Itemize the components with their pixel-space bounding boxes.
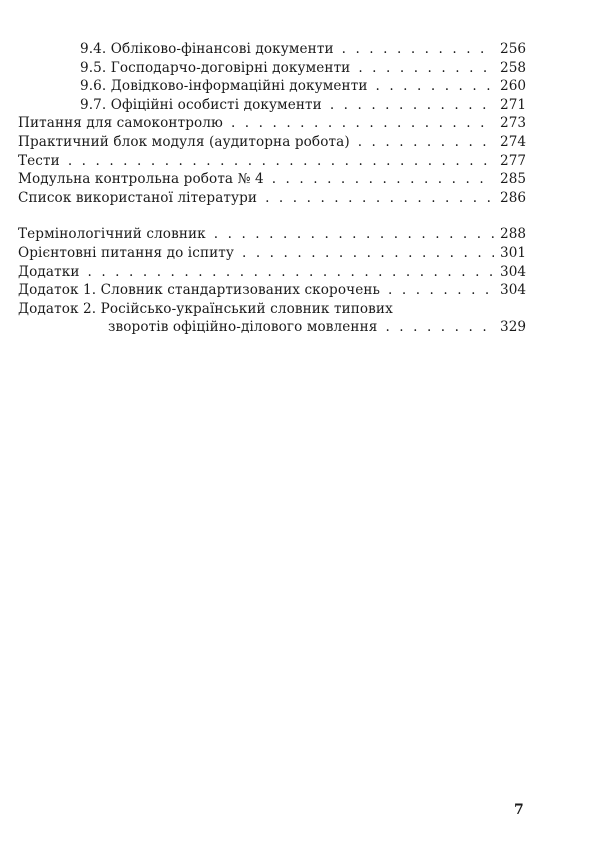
toc-entry [18,40,526,59]
dot-leader [214,225,494,244]
toc-entry [18,152,526,171]
toc-entry-title: Орієнтовні питання до іспиту [18,244,234,261]
toc-entry-page: 271 [500,96,526,113]
toc-entry-page: 277 [500,152,526,169]
dot-leader [358,133,494,152]
toc-entry-title: 9.6. Довідково-інформаційні документи [80,78,368,95]
toc-entry [18,59,526,78]
toc-entry-page: 288 [500,226,526,243]
toc-entry-continuation [18,318,526,337]
toc-entry [18,225,526,244]
toc-entry-title: Питання для самоконтролю [18,115,223,132]
toc-entry [18,170,526,189]
toc-entry-title: 9.7. Офіційні особисті документи [80,96,322,113]
toc-entry-title: Додатки [18,263,80,280]
toc-entry-title: зворотів офіційно-ділового мовлення [108,319,378,336]
toc-entry [18,263,526,282]
table-of-contents [18,40,526,337]
dot-leader [68,152,494,171]
toc-entry-title: Додаток 1. Словник стандартизованих скорочень [18,282,381,299]
toc-entry-title: Додаток 2. Російсько-український словник типових [18,300,393,317]
dot-leader [242,244,494,263]
toc-entry-page: 273 [500,115,526,132]
toc-entry-title: Практичний блок модуля (аудиторна робота) [18,133,350,150]
toc-entry [18,281,526,300]
toc-entry [18,133,526,152]
toc-entry [18,96,526,115]
toc-entry [18,244,526,263]
toc-entry [18,114,526,133]
toc-entry-page: 286 [500,189,526,206]
dot-leader [265,189,494,208]
toc-entry-page: 329 [500,319,526,336]
dot-leader [388,281,494,300]
dot-leader [231,114,494,133]
dot-leader [385,318,494,337]
toc-entry-page: 256 [500,41,526,57]
toc-entry-page: 274 [500,133,526,150]
dot-leader [272,170,494,189]
dot-leader [358,59,494,78]
dot-leader [330,96,494,115]
toc-entry-page: 285 [500,171,526,188]
toc-entry-title: Тести [18,152,60,169]
toc-entry-page: 258 [500,59,526,76]
toc-entry [18,77,526,96]
toc-entry-page: 304 [500,282,526,299]
toc-entry-title: Термінологічний словник [18,226,206,243]
toc-entry [18,300,526,319]
toc-entry-page: 301 [500,244,526,261]
toc-entry-title: Список використаної літератури [18,189,258,206]
toc-entry-page: 260 [500,78,526,95]
dot-leader [88,263,495,282]
page-number: 7 [514,802,524,818]
toc-entry-title: 9.4. Обліково-фінансові документи [80,41,334,57]
toc-entry-title: 9.5. Господарчо-договірні документи [80,59,351,76]
toc-entry-title: Модульна контрольна робота № 4 [18,171,264,188]
dot-leader [342,40,494,59]
toc-entry [18,189,526,208]
dot-leader [375,77,494,96]
toc-entry-page: 304 [500,263,526,280]
